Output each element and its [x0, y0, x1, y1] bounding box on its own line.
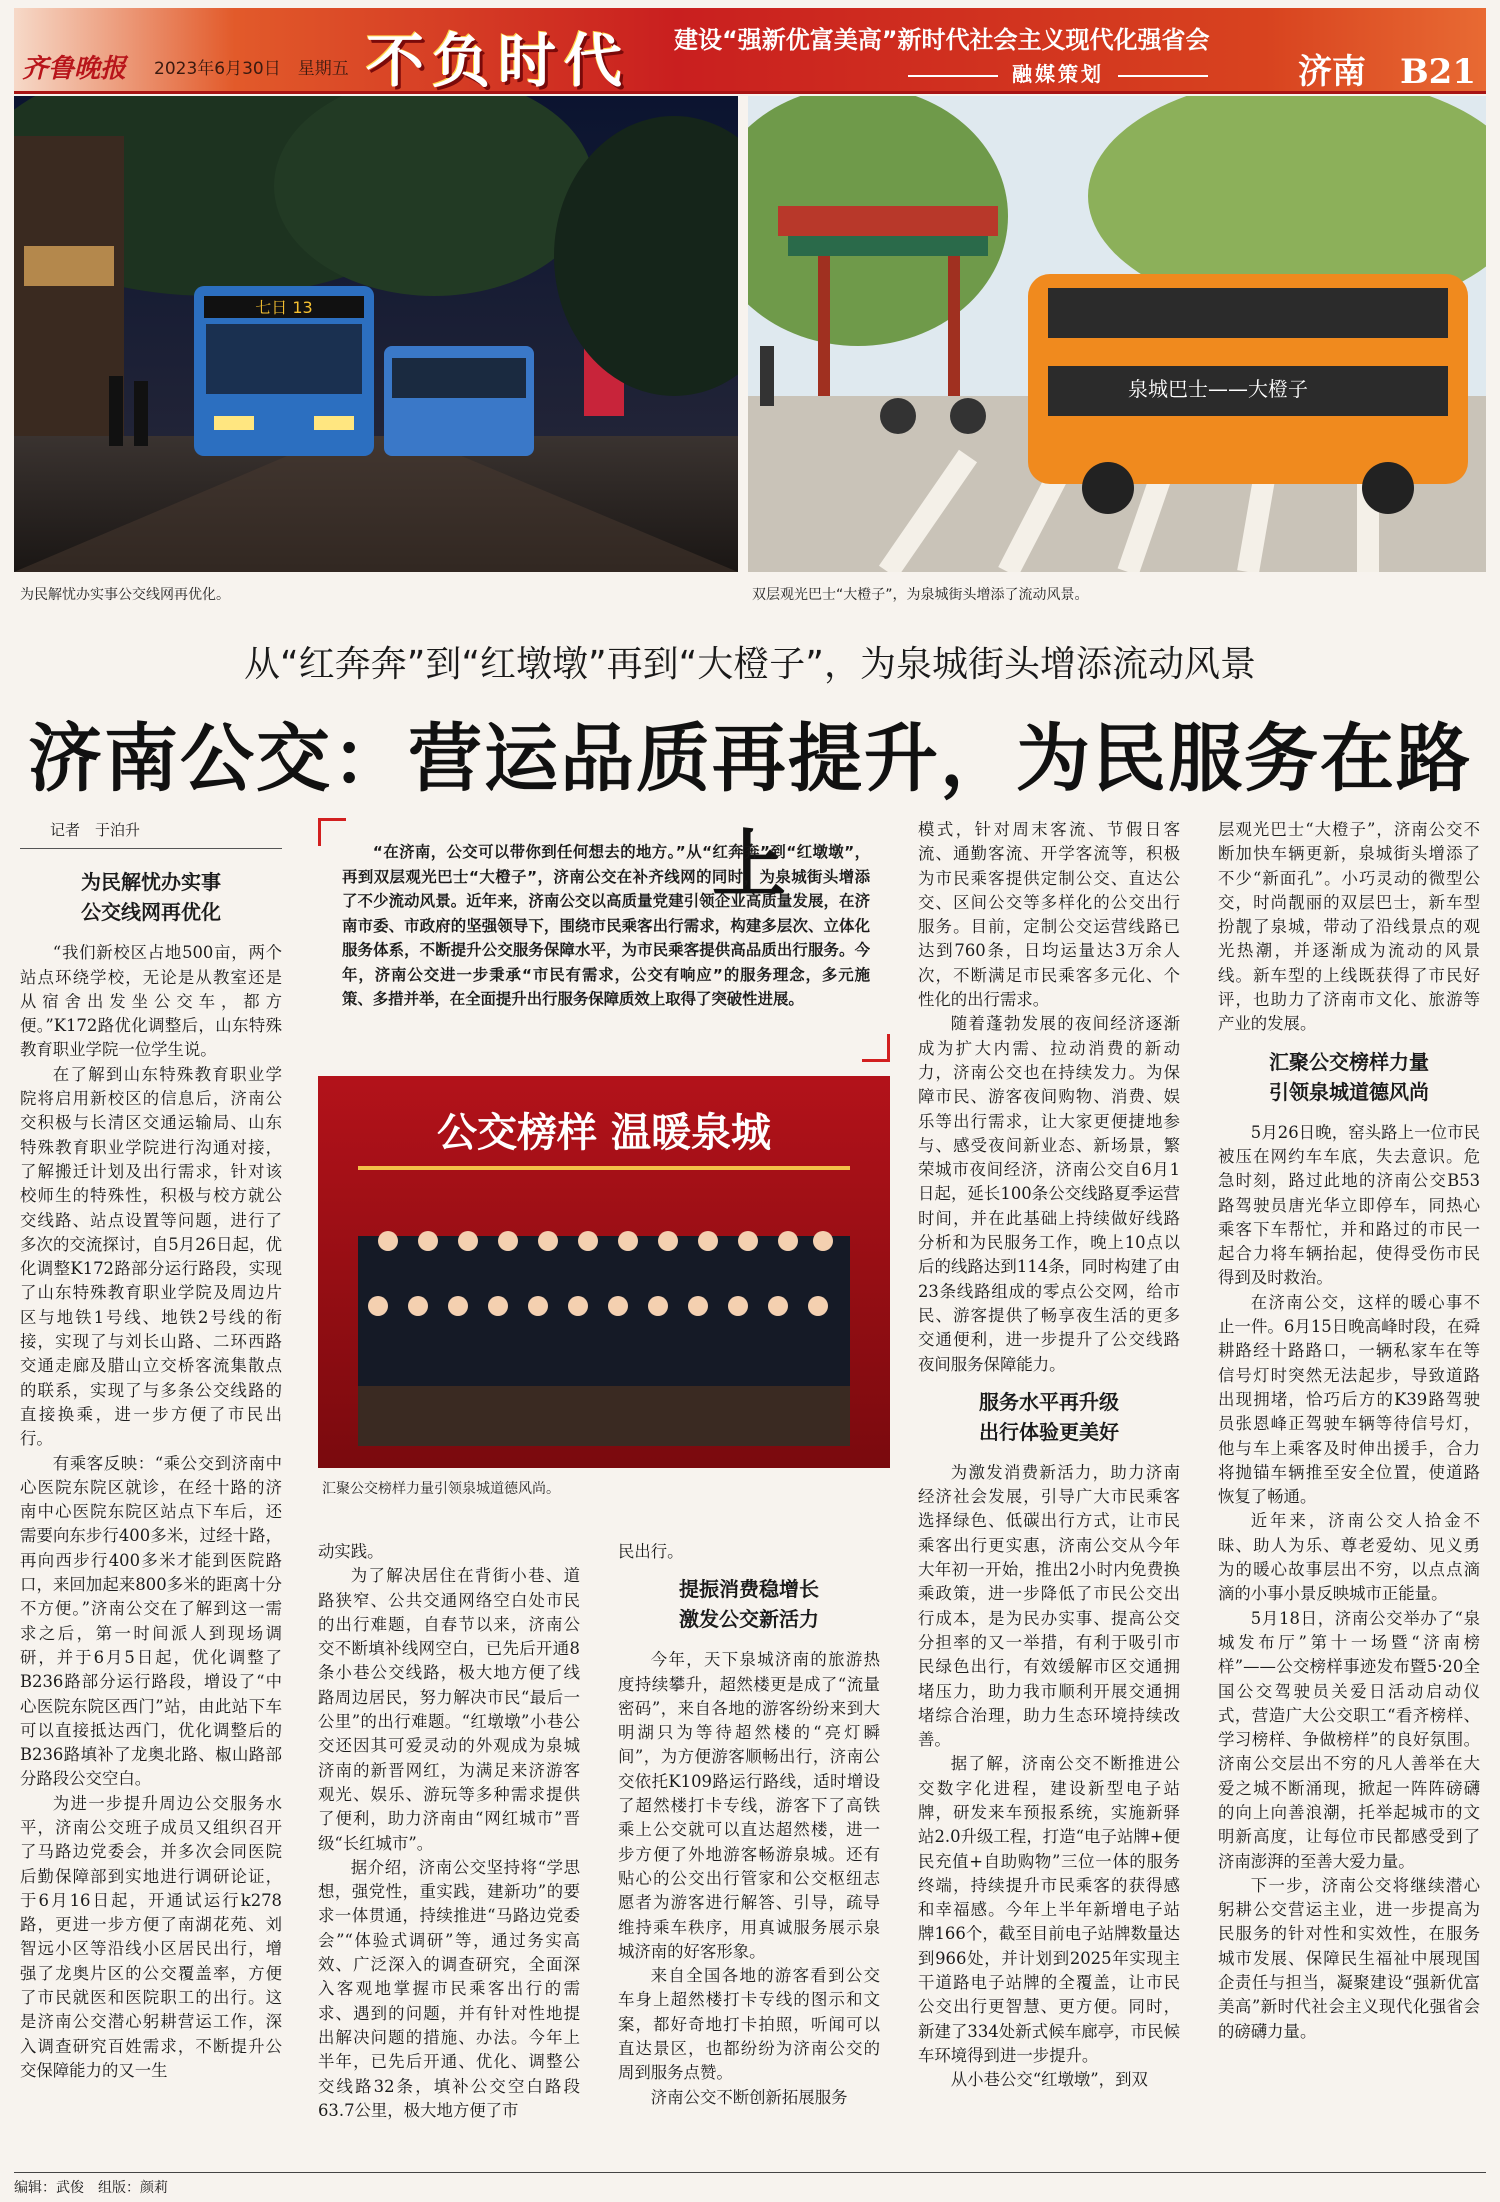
- page-number: 济南 B21: [1297, 52, 1476, 92]
- paragraph: 为激发消费新活力，助力济南经济社会发展，引导广大市民乘客选择绿色、低碳出行方式，让市民乘客出行更实惠，济南公交从今年大年初一开始，推出2小时内免费换乘政策，进一步降低了市民公交出行成本，是为民办实事、提高公交分担率的又一举措，有利于吸引市民绿色出行，有效缓解市区交通拥堵压力，助力我市顺利开展交通拥堵综合治理，助力生态环境持续改善。: [918, 1462, 1180, 1750]
- subhead-4: 汇聚公交榜样力量 引领泉城道德风尚: [1269, 1049, 1429, 1104]
- lead-box: “在济南，公交可以带你到任何想去的地方。”从“红奔奔”到“红墩墩”，再到双层观光巴士“大橙子”，济南公交在补齐线网的同时，为泉城街头增添了不少流动风景。近年来，济南公交以高质量党建引领企业高质量发展，在济南市委、市政府的坚强领导下，围绕市民乘客出行需求，构建多层次、立体化服务体系，不断提升公交服务保障水平，为市民乘客提供高品质出行服务。今年，济南公交进一步秉承“市民有需求，公交有响应”的服务理念，多元施策、多措并举，在全面提升出行服务保障质效上取得了突破性进展。: [342, 843, 870, 1008]
- group-photo-caption: 汇聚公交榜样力量引领泉城道德风尚。: [322, 1481, 560, 1497]
- paragraph: 来自全国各地的游客看到公交车身上超然楼打卡专线的图示和文案，都好奇地打卡拍照，听闻可以直达景区，也都纷纷为济南公交的周到服务点赞。: [618, 1966, 880, 2083]
- section-title: 不负时代: [366, 27, 631, 95]
- paragraph: 下一步，济南公交将继续潜心躬耕公交营运主业，进一步提高为民服务的针对性和实效性，在服务城市发展、保障民生福祉中展现国企责任与担当，凝聚建设“强新优富美高”新时代社会主义现代化强省会的磅礴力量。: [1218, 1875, 1480, 2041]
- column-5: [1218, 818, 1480, 2044]
- paragraph: 有乘客反映：“乘公交到济南中心医院东院区就诊，在经十路的济南中心医院东院区站点下车后，还需要向东步行400多米，过经十路，再向西步行400多米才能到医院路口，来回加起来800多米的距离十分不方便。”济南公交在了解到这一需求之后，第一时间派人到现场调研，并于6月5日起，优化调整了B236路部分运行路段，增设了“中心医院东院区西门”站，由此站下车可以直接抵达西门，优化调整后的B236路填补了龙奥北路、椒山路部分路段公交空白。: [20, 1453, 282, 1789]
- paragraph: 在济南公交，这样的暖心事不止一件。6月15日晚高峰时段，在舜耕路经十路路口，一辆私家车在等信号灯时突然无法起步，导致道路出现拥堵，恰巧后方的K39路驾驶员张恩峰正驾驶车辆等待信号灯，他与车上乘客及时伸出援手，合力将抛锚车辆推至安全位置，使道路恢复了畅通。: [1218, 1292, 1480, 1507]
- paragraph: 据介绍，济南公交坚持将“学思想，强党性，重实践，建新功”的要求一体贯通，持续推进“马路边党委会”“体验式调研”等，通过务实高效、广泛深入的调查研究，全面深入客观地掌握市民乘客出行的需求、遇到的问题，并有针对性地提出解决问题的措施、办法。今年上半年，已先后开通、优化、调整公交线路32条，填补公交空白路段63.7公里，极大地方便了市: [318, 1857, 580, 2120]
- paragraph: 近年来，济南公交人拾金不昧、助人为乐、尊老爱幼、见义勇为的暖心故事层出不穷，以点点滴滴的小事小景反映城市正能量。: [1218, 1511, 1480, 1604]
- paragraph: 5月26日晚，窑头路上一位市民被压在网约车车底，失去意识。危急时刻，路过此地的济南公交B53路驾驶员唐光华立即停车，同热心乘客下车帮忙，并和路过的市民一起合力将车辆抬起，使得受伤市民得到及时救治。: [1218, 1122, 1480, 1288]
- paragraph: 济南公交不断创新拓展服务: [650, 2087, 848, 2107]
- bus-destination-sign: 七日 13: [255, 298, 313, 317]
- paragraph: 层观光巴士“大橙子”，济南公交不断加快车辆更新，泉城街头增添了不少“新面孔”。小巧灵动的微型公交，时尚靓丽的双层巴士，新车型扮靓了泉城，带动了沿线景点的观光热潮，并逐渐成为流动的风景线。新车型的上线既获得了市民好评，也助力了济南市文化、旅游等产业的发展。: [1218, 820, 1480, 1034]
- paragraph: 为了解决居住在背街小巷、道路狭窄、公共交通网络空白处市民的出行难题，自春节以来，济南公交不断填补线网空白，已先后开通8条小巷公交线路，极大地方便了线路周边居民，努力解决市民“最后一公里”的出行难题。“红墩墩”小巷公交还因其可爱灵动的外观成为泉城济南的新晋网红，为满足来济游客观光、娱乐、游玩等多种需求提供了便利，助力济南由“网红城市”晋级“长红城市”。: [318, 1566, 580, 1853]
- newspaper-logo: 齐鲁晚报: [22, 54, 127, 84]
- paragraph: 民出行。: [618, 1542, 684, 1561]
- slogan: 建设“强新优富美高”新时代社会主义现代化强省会: [674, 26, 1210, 54]
- byline: 记者 于泊升: [20, 818, 282, 849]
- night-bus-photo: [14, 96, 738, 572]
- paragraph: 为进一步提升周边公交服务水平，济南公交班子成员又组织召开了马路边党委会，并多次会同医院后勤保障部到实地进行调研论证，于6月16日起，开通试运行k278路，更进一步方便了南湖花苑、刘智远小区等沿线小区居民出行，增强了龙奥片区的公交覆盖率，方便了市民就医和医院职工的出行。这是济南公交潜心躬耕营运工作，深入调查研究百姓需求，不断提升公交保障能力的又一生: [20, 1793, 282, 2080]
- issue-date: 2023年6月30日 星期五: [154, 59, 349, 79]
- paragraph: 动实践。: [318, 1542, 384, 1561]
- subhead-1: 为民解忧办实事 公交线网再优化: [81, 870, 221, 925]
- page-footer: 编辑：武俊 组版：颜莉: [14, 2172, 1486, 2197]
- paragraph: 从小巷公交“红墩墩”，到双: [950, 2070, 1148, 2090]
- column-3: [618, 1540, 880, 2110]
- media-subtitle: 融媒策划: [894, 58, 1222, 87]
- paragraph: “我们新校区占地500亩，两个站点环绕学校，无论是从教室还是从宿舍出发坐公交车，都方便。”K172路优化调整后，山东特殊教育职业学院一位学生说。: [20, 943, 282, 1060]
- bus-side-text: 泉城巴士——大橙子: [1128, 377, 1308, 401]
- group-banner-text: 公交榜样 温暖泉城: [437, 1109, 771, 1156]
- column-4: [918, 818, 1180, 2093]
- paragraph: 随着蓬勃发展的夜间经济逐渐成为扩大内需、拉动消费的新动力，济南公交也在持续发力。为保障市民、游客夜间购物、消费、娱乐等出行需求，让大家更便捷地参与、感受夜间新业态、新场景，繁荣城市夜间经济，济南公交自6月1日起，延长100条公交线路夏季运营时间，并在此基础上持续做好线路分析和为民服务工作，晚上10点以后的线路达到114条，同时构建了由23条线路组成的零点公交网，给市民、游客提供了畅享夜生活的更多交通便利，进一步提升了公交线路夜间服务保障能力。: [918, 1014, 1180, 1374]
- column-2: [318, 1540, 580, 2123]
- paragraph: 模式，针对周末客流、节假日客流、通勤客流、开学客流等，积极为市民乘客提供定制公交、直达公交、区间公交等多样化的公交出行服务。目前，定制公交运营线路已达到760条，日均运量达3万余人次，不断满足市民乘客多元化、个性化的出行需求。: [918, 820, 1180, 1010]
- column-1: [20, 818, 282, 2083]
- paragraph: 今年，天下泉城济南的旅游热度持续攀升，超然楼更是成了“流量密码”，来自各地的游客纷纷来到大明湖只为等待超然楼的“亮灯瞬间”，为方便游客顺畅出行，济南公交依托K109路运行路线，适时增设了超然楼打卡专线，游客下了高铁乘上公交就可以直达超然楼，进一步方便了外地游客畅游泉城。还有贴心的公交出行管家和公交枢纽志愿者为游客进行解答、引导，疏导维持乘车秩序，用真诚服务展示泉城济南的好客形象。: [618, 1650, 880, 1961]
- right-photo-caption: 双层观光巴士“大橙子”，为泉城街头增添了流动风景。: [752, 587, 1089, 603]
- subhead-2: 提振消费稳增长 激发公交新活力: [679, 1577, 819, 1632]
- subhead-3: 服务水平再升级 出行体验更美好: [979, 1389, 1119, 1444]
- paragraph: 5月18日，济南公交举办了“泉城发布厅”第十一场暨“济南榜样”——公交榜样事迹发布暨5·20全国公交驾驶员关爱日活动启动仪式，营造广大公交职工“看齐榜样、学习榜样、争做榜样”的良好氛围。济南公交层出不穷的凡人善举在大爱之城不断涌现，掀起一阵阵磅礴的向上向善浪潮，托举起城市的文明新高度，让每位市民都感受到了济南澎湃的至善大爱力量。: [1218, 1608, 1480, 1871]
- double-decker-photo: [748, 96, 1486, 572]
- main-headline: 济南公交：营运品质再提升，为民服务在路上: [28, 716, 1472, 908]
- paragraph: 在了解到山东特殊教育职业学院将启用新校区的信息后，济南公交积极与长清区交通运输局、山东特殊教育职业学院进行沟通对接，了解搬迁计划及出行需求，针对该校师生的特殊性，积极与校方就公交线路、站点设置等问题，进行了多次的交流探讨，自5月26日起，优化调整K172路部分运行路段，实现了山东特殊教育职业学院及周边片区与地铁1号线、地铁2号线的衔接，实现了与刘长山路、二环西路交通走廊及腊山立交桥客流集散点的联系，实现了与多条公交线路的直接换乘，进一步方便了市民出行。: [20, 1064, 282, 1449]
- masthead: [14, 8, 1486, 94]
- paragraph: 据了解，济南公交不断推进公交数字化进程，建设新型电子站牌，研发来车预报系统，实施新驿站2.0升级工程，打造“电子站牌+便民充值+自助购物”三位一体的服务终端，持续提升市民乘客的获得感和幸福感。今年上半年新增电子站牌166个，截至目前电子站牌数量达到966处，并计划到2025年实现主干道路电子站牌的全覆盖，让市民公交出行更智慧、更方便。同时，新建了334处新式候车廊亭，市民候车环境得到进一步提升。: [918, 1754, 1180, 2065]
- lead-corner: [862, 1034, 890, 1062]
- kicker-headline: 从“红奔奔”到“红墩墩”再到“大橙子”，为泉城街头增添流动风景: [244, 644, 1256, 685]
- group-photo: [318, 1076, 890, 1468]
- left-photo-caption: 为民解忧办实事公交线网再优化。: [20, 587, 230, 603]
- lead-corner: [318, 818, 346, 846]
